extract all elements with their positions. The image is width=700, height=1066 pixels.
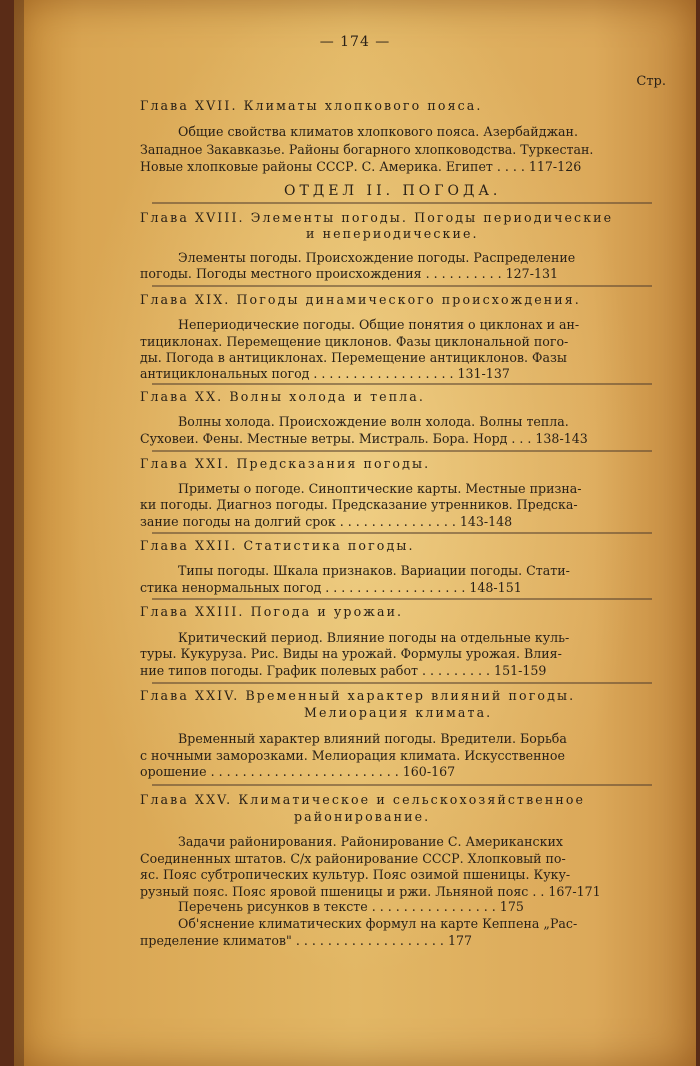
- toc-text: Перечень рисунков в тексте . . . . . . . . . . . . . . . . 175: [178, 899, 524, 914]
- toc-text: яс. Пояс субтропических культур. Пояс озимой пшеницы. Куку-: [140, 867, 571, 882]
- chapter-heading: Глава XXV. Климатическое и сельскохозяйственное: [140, 792, 586, 807]
- book-page: [14, 0, 696, 1066]
- toc-text: рузный пояс. Пояс яровой пшеницы и ржи. Льняной пояс . . 167-171: [140, 884, 601, 899]
- chapter-heading: Глава XXI. Предсказания погоды.: [140, 456, 431, 471]
- divider: [152, 598, 652, 600]
- toc-text: туры. Кукуруза. Рис. Виды на урожай. Формулы урожая. Влия-: [140, 646, 562, 661]
- divider: [152, 784, 652, 786]
- chapter-heading: Глава XVII. Климаты хлопкового пояса.: [140, 98, 483, 113]
- chapter-heading: Глава XVIII. Элементы погоды. Погоды периодические: [140, 210, 614, 225]
- toc-text: Приметы о погоде. Синоптические карты. Местные призна-: [178, 481, 582, 496]
- chapter-heading: Глава XXII. Статистика погоды.: [140, 538, 415, 553]
- toc-text: стика ненормальных погод . . . . . . . . . . . . . . . . . . 148-151: [140, 580, 522, 595]
- chapter-heading: и непериодические.: [306, 226, 479, 241]
- divider: [152, 450, 652, 452]
- toc-text: Об'яснение климатических формул на карте Кеппена „Рас-: [178, 916, 578, 931]
- toc-text: зание погоды на долгий срок . . . . . . . . . . . . . . . 143-148: [140, 514, 513, 529]
- section-heading: ОТДЕЛ II. ПОГОДА.: [284, 183, 502, 199]
- chapter-heading: Глава XXIII. Погода и урожаи.: [140, 604, 404, 619]
- toc-text: Новые хлопковые районы СССР. С. Америка. Египет . . . . 117-126: [140, 159, 582, 174]
- page-column-label: Стр.: [636, 74, 666, 89]
- chapter-heading: Мелиорация климата.: [304, 705, 493, 720]
- toc-text: Суховеи. Фены. Местные ветры. Мистраль. Бора. Норд . . . 138-143: [140, 431, 588, 446]
- toc-text: Общие свойства климатов хлопкового пояса. Азербайджан.: [178, 124, 578, 139]
- toc-text: Временный характер влияний погоды. Вредители. Борьба: [178, 731, 567, 746]
- toc-text: погоды. Погоды местного происхождения . . . . . . . . . . 127-131: [140, 266, 558, 281]
- toc-text: Соединенных штатов. С/х районирование СССР. Хлопковый по-: [140, 851, 566, 866]
- toc-text: Западное Закавказье. Районы богарного хлопководства. Туркестан.: [140, 142, 594, 157]
- toc-text: орошение . . . . . . . . . . . . . . . . . . . . . . . . 160-167: [140, 764, 456, 779]
- toc-text: ки погоды. Диагноз погоды. Предсказание утренников. Предска-: [140, 497, 578, 512]
- chapter-heading: Глава XIX. Погоды динамического происхождения.: [140, 292, 581, 307]
- toc-text: ние типов погоды. График полевых работ . . . . . . . . . 151-159: [140, 663, 547, 678]
- toc-text: Элементы погоды. Происхождение погоды. Распределение: [178, 250, 576, 265]
- divider: [152, 532, 652, 534]
- chapter-heading: районирование.: [294, 809, 431, 824]
- chapter-heading: Глава XXIV. Временный характер влияний погоды.: [140, 688, 576, 703]
- divider: [152, 202, 652, 204]
- divider: [152, 383, 652, 385]
- toc-text: Волны холода. Происхождение волн холода. Волны тепла.: [178, 414, 569, 429]
- divider: [152, 285, 652, 287]
- toc-text: Критический период. Влияние погоды на отдельные куль-: [178, 630, 570, 645]
- toc-text: Непериодические погоды. Общие понятия о циклонах и ан-: [178, 317, 580, 332]
- toc-text: антициклональных погод . . . . . . . . . . . . . . . . . . 131-137: [140, 366, 510, 381]
- page-number: — 174 —: [319, 34, 391, 50]
- divider: [152, 682, 652, 684]
- toc-text: с ночными заморозками. Мелиорация климата. Искусственное: [140, 748, 565, 763]
- toc-text: пределение климатов" . . . . . . . . . . . . . . . . . . . 177: [140, 933, 472, 948]
- toc-text: ды. Погода в антициклонах. Перемещение антициклонов. Фазы: [140, 350, 567, 365]
- chapter-heading: Глава XX. Волны холода и тепла.: [140, 389, 425, 404]
- toc-text: тициклонах. Перемещение циклонов. Фазы циклональной пого-: [140, 334, 569, 349]
- toc-text: Типы погоды. Шкала признаков. Вариации погоды. Стати-: [178, 563, 570, 578]
- toc-text: Задачи районирования. Районирование С. Американских: [178, 834, 563, 849]
